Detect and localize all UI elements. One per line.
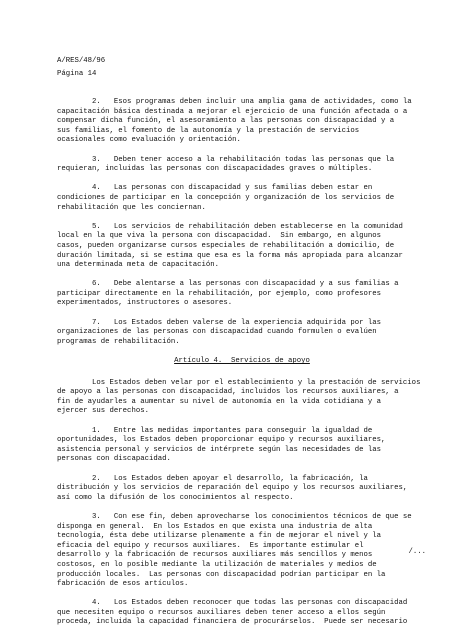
text-line: eficacia del equipo y recursos auxiliares. Es importante estimular el [57, 541, 364, 550]
text-line: duración limitada, si se estima que esa es la forma más apropiada para alcanzar [57, 251, 403, 260]
paragraph [57, 599, 427, 628]
text-line: Los Estados deben velar por el establecimiento y la prestación de servicios [57, 378, 421, 387]
paragraph [57, 223, 427, 271]
text-line: distribución y los servicios de reparación del equipo y los recursos auxiliares, [57, 484, 408, 493]
paragraph [57, 379, 427, 417]
text-line: casos, pueden organizarse cursos especiales de rehabilitación a domicilio, de [57, 241, 395, 250]
text-line: disponga en general. En los Estados en que exista una industria de alta [57, 522, 373, 531]
paragraph [57, 427, 427, 465]
text-line: experimentados, instructores o asesores. [57, 299, 233, 308]
page-number: Página 14 [57, 70, 97, 78]
text-line: 3. Con ese fin, deben aprovecharse los conocimientos técnicos de que se [57, 512, 412, 521]
text-line: 4. Los Estados deben reconocer que todas las personas con discapacidad [57, 599, 408, 608]
text-line: compensar dicha función, el asesoramiento a las personas con discapacidad y a [57, 117, 395, 126]
text-line: 7. Los Estados deben valerse de la experiencia adquirida por las [57, 318, 382, 327]
paragraph [57, 156, 427, 175]
text-line: requieran, incluidas las personas con discapacidades graves o múltiples. [57, 165, 373, 174]
paragraph [57, 513, 427, 590]
text-line: local en la que viva la persona con discapacidad. Sin embargo, en algunos [57, 232, 382, 241]
text-line: ocasionales como evaluación y orientación. [57, 136, 241, 145]
text-line: 5. Los servicios de rehabilitación deben establecerse en la comunidad [57, 222, 403, 231]
text-line: así como la difusión de los conocimientos al respecto. [57, 493, 294, 502]
text-line: 2. Esos programas deben incluir una amplia gama de actividades, como la [57, 98, 412, 106]
text-line: 2. Los Estados deben apoyar el desarrollo, la fabricación, la [57, 474, 368, 483]
text-line: costosos, en lo posible mediante la utilización de materiales y medios de [57, 560, 377, 569]
text-line: ejercer sus derechos. [57, 407, 149, 416]
text-line: desarrollo y la fabricación de recursos auxiliares más sencillos y menos [57, 551, 373, 560]
paragraph [57, 475, 427, 504]
text-line: producción locales. Las personas con discapacidad podrían participar en la [57, 570, 386, 579]
text-line: fin de ayudarles a aumentar su nivel de autonomía en la vida cotidiana y a [57, 397, 382, 406]
text-line: tecnología, ésta debe utilizarse plenamente a fin de mejorar el nivel y la [57, 532, 382, 541]
text-line: 4. Las personas con discapacidad y sus familias deben estar en [57, 184, 373, 193]
paragraphs-after [57, 379, 427, 628]
document-body [57, 98, 427, 638]
paragraph [57, 98, 427, 146]
paragraphs-before [57, 98, 427, 347]
text-line: una determinada meta de capacitación. [57, 261, 220, 270]
text-line: oportunidades, los Estados deben proporcionar equipo y recursos auxiliares, [57, 436, 386, 445]
continuation-marker: /... [408, 548, 426, 556]
text-line: asistencia personal y servicios de intérprete según las necesidades de las [57, 445, 382, 454]
paragraph [57, 319, 427, 348]
text-line: programas de rehabilitación. [57, 337, 180, 346]
text-line: rehabilitación que les conciernan. [57, 203, 206, 212]
paragraph [57, 280, 427, 309]
text-line: organizaciones de las personas con discapacidad cuando formulen o evalúen [57, 328, 377, 337]
text-line: 1. Entre las medidas importantes para conseguir la igualdad de [57, 426, 373, 435]
text-line: personas con discapacidad. [57, 455, 171, 464]
text-line: proceda, incluida la capacidad financiera de procurárselos. Puede ser necesario [57, 618, 408, 627]
text-line: participar directamente en la rehabilitación, por ejemplo, como profesores [57, 289, 382, 298]
text-line: fabricación de esos artículos. [57, 580, 189, 589]
text-line: 3. Deben tener acceso a la rehabilitación todas las personas que la [57, 155, 395, 164]
text-line: que necesiten equipo o recursos auxiliares deben tener acceso a ellos según [57, 608, 386, 617]
page-header [57, 55, 105, 81]
document-symbol: A/RES/48/96 [57, 57, 106, 65]
paragraph [57, 184, 427, 213]
article-heading: Artículo 4. Servicios de apoyo [174, 357, 310, 366]
text-line: sus familias, el fomento de la autonomía y la prestación de servicios [57, 126, 360, 135]
text-line: 6. Debe alentarse a las personas con discapacidad y a sus familias a [57, 280, 399, 289]
text-line: capacitación básica destinada a mejorar el ejercicio de una función afectada o a [57, 107, 408, 116]
text-line: de apoyo a las personas con discapacidad, incluidos los recursos auxiliares, a [57, 388, 399, 397]
text-line: condiciones de participar en la concepción y organización de los servicios de [57, 193, 395, 202]
